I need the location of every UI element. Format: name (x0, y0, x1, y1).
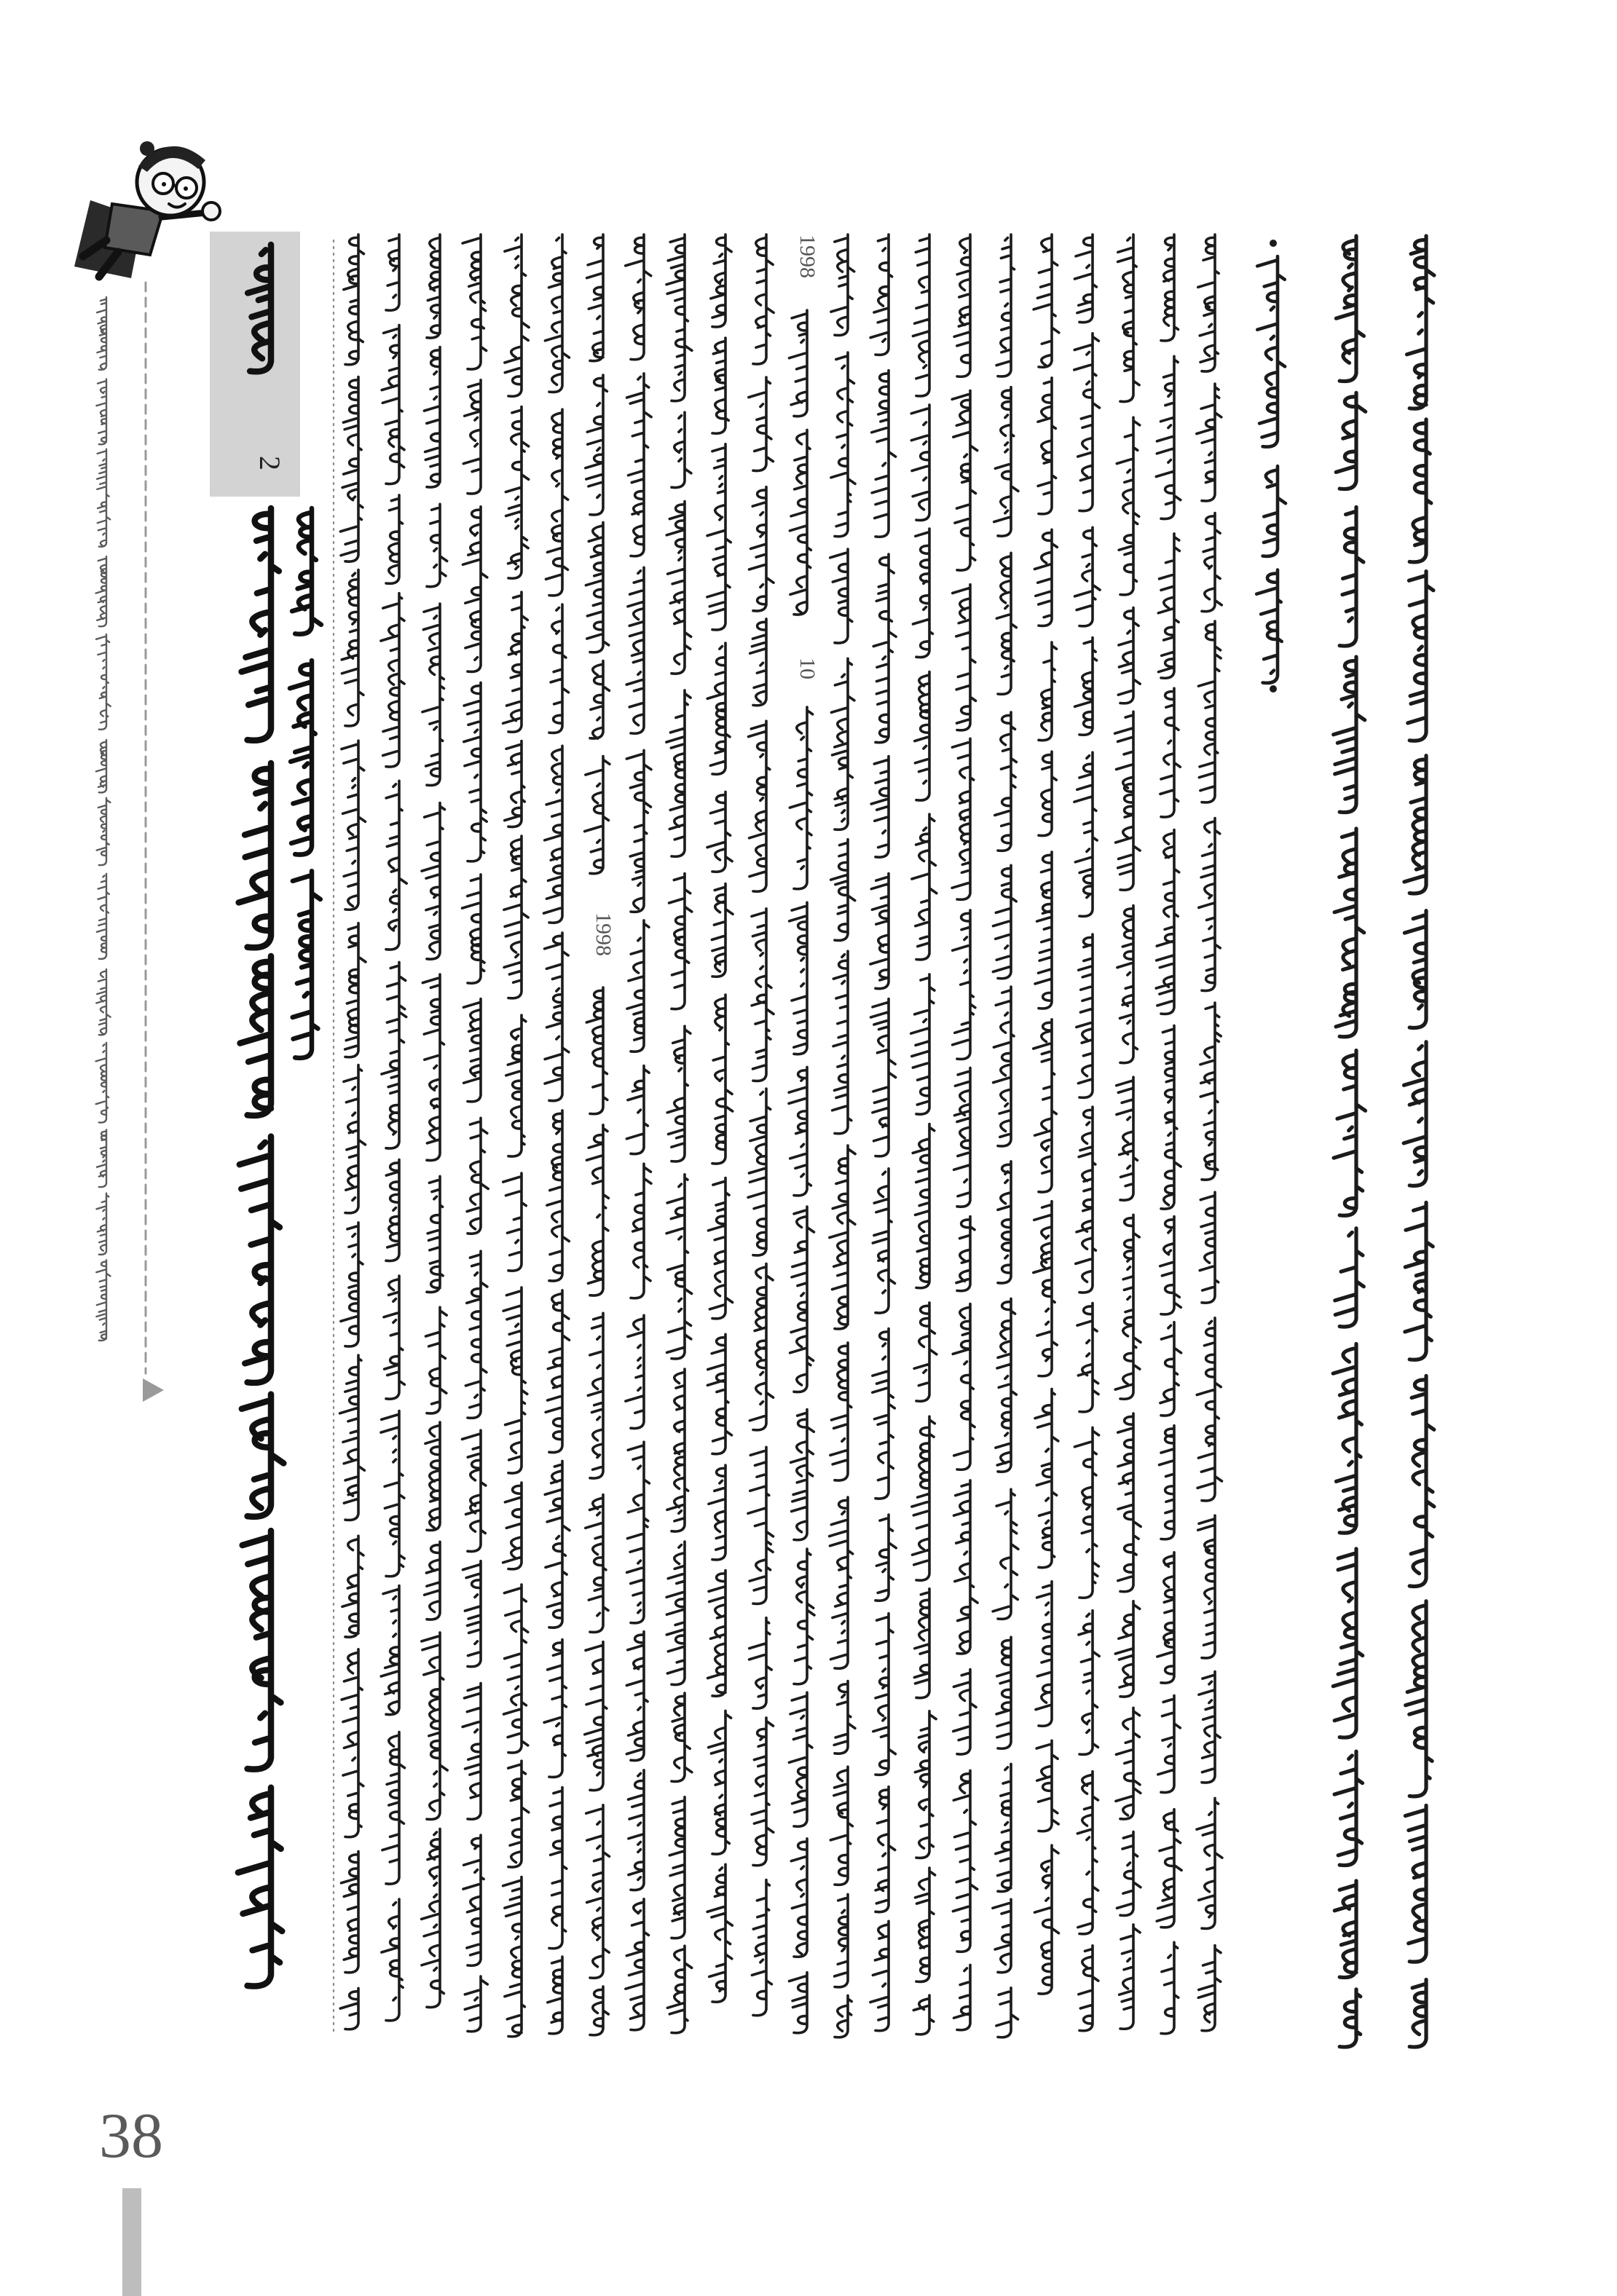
section-heading-text (248, 245, 271, 371)
body-text-column (544, 234, 570, 2034)
page-number: 38 (99, 2101, 163, 2171)
page-edge-tab (122, 2188, 141, 2296)
body-text-column (707, 234, 733, 2002)
punctuation-dot (1270, 685, 1277, 693)
punctuation-dot (1270, 240, 1277, 247)
section-heading-text (290, 508, 321, 1058)
intro-text-column (1404, 236, 1434, 2047)
inline-year-numeral: 1998 (591, 912, 615, 956)
body-text-column (911, 234, 937, 2035)
section-number: 2 (253, 456, 286, 470)
inline-year-numeral: 1998 (795, 234, 819, 278)
body-text-column (870, 234, 896, 2031)
intro-text-column (1256, 256, 1286, 683)
flying-boy-mascot-icon (61, 131, 229, 291)
body-text-column (340, 234, 366, 2029)
body-text-column (422, 234, 448, 2008)
body-text-column (1115, 234, 1141, 2029)
body-text-column (381, 234, 406, 2021)
body-text-column (666, 234, 692, 2033)
body-text-column (1034, 234, 1059, 1994)
body-text-column (1074, 234, 1100, 2031)
running-header-text (96, 297, 111, 1341)
inline-count-numeral: 10 (795, 658, 819, 679)
triangle-marker-icon (143, 1378, 164, 1402)
body-text-column (952, 234, 977, 2030)
body-text-column (463, 234, 489, 2032)
body-text-column (503, 234, 530, 2037)
body-text-column (830, 234, 856, 2037)
body-text-column (993, 234, 1018, 2037)
body-text-column (1197, 234, 1222, 2031)
body-text-column (748, 234, 774, 2016)
section-heading-text (238, 508, 283, 1987)
body-text-column (585, 234, 610, 2035)
body-text-column (626, 234, 651, 2030)
intro-text-column (1333, 236, 1366, 2047)
body-text-column (789, 310, 814, 2033)
body-text-column (1156, 234, 1181, 2034)
